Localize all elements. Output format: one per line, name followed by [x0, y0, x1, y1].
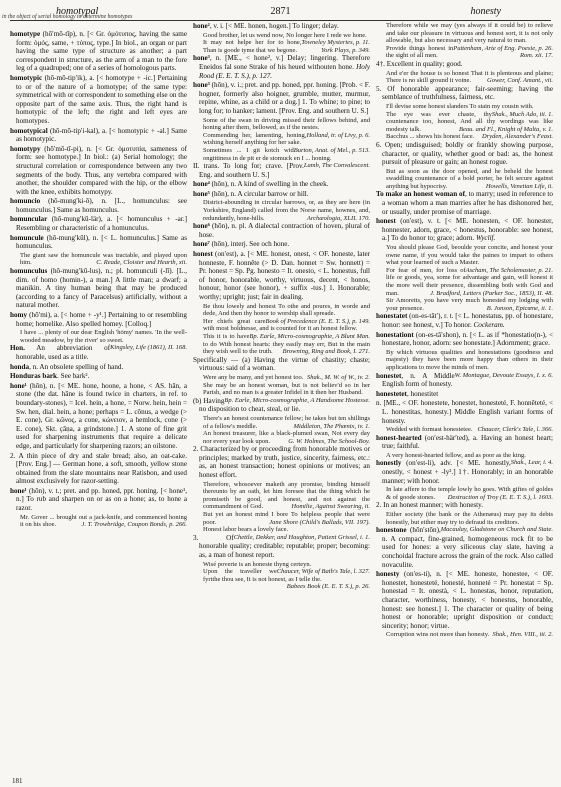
headword: homuncular: [10, 215, 48, 224]
headword: homotypy: [10, 144, 41, 153]
quotation-text: Be thou lowely and honest To othe and poures, in worde and dede, And then thy honor to worship shall spreade.: [203, 302, 370, 318]
headword: honesty: [376, 570, 400, 579]
quotation-text: Wisé poverte is an honeste thyng certeyn.: [203, 560, 312, 568]
quotation-text: Provide things honest in the sight of all men.: [386, 44, 454, 60]
definition-text: (hōn), n. A kind of swelling in the cheek.: [209, 180, 329, 189]
quotation-text: The giant saw the homuncule was tractable, and played upon him.: [20, 251, 187, 267]
quotation-source: Beau. and Fl., Knight of Malta, v. 1.: [459, 125, 553, 133]
headword: honestly: [376, 459, 402, 468]
quotation-source: Towneley Mysteries, p. 11.: [301, 39, 370, 47]
headword: homunculus: [10, 267, 48, 276]
quotation-source: J. Bradford, Letters (Parker Soc., 1853), II. 48.: [430, 289, 553, 297]
carryover-note: in the object of serial homology to determine homotypes: [2, 14, 133, 20]
quotation-source: Howells, Venetian Life, ii.: [485, 182, 553, 190]
definition-text: (on′est), a. [< ME. honest, onest, < OF. honeste, later honneste, F. honnête (> D. Dan. honnet = Sw. honnett) = Pr. honest = Sp. Pg. honesto = It. onesto, < L. honestus, full of honor, honorable, worthy, virtuous, decent, < honos, honour, honor (see honor), + suffix -tus.] 1. Honorable; worthy; upright; just; fair in dealing.: [199, 250, 370, 301]
quotation-source: Babees Book (E. E. T. S.), p. 26.: [286, 583, 370, 591]
quotation-text: By which virtuous qualities and honestations (goodness and majesty) they have been more happy than others in their applications to move the minds of men.: [386, 348, 553, 371]
quotation-source: C. Reade, Cloister and Hearth, xii.: [96, 259, 187, 267]
headword: homotypical: [10, 126, 48, 135]
headword: homotypic: [10, 73, 43, 82]
quotation-text: Some of the swan in driving missed their fellows behind, and honing after them, bellowed, as if the nestes.: [203, 116, 370, 132]
headword: homuncio: [10, 197, 41, 206]
quotation-source: Browning, Ring and Book, I. 271.: [282, 348, 370, 356]
quotation-text: I'll devise some honest slanders To stain my cousin with.: [386, 102, 534, 110]
citation: Cockeram.: [471, 320, 505, 329]
quotation-text: District-abounding in circular barrows, or, as they are here (in Yorkshire, England) called from the Norse name, hownes, and, redundantly, hone-hills.: [203, 199, 370, 222]
dictionary-entry: [193, 356, 370, 373]
quotation-source: Dryden, Alexander's Feast.: [482, 133, 553, 141]
dictionary-entry: [376, 331, 553, 348]
definition-text: 4†. Excellent in quality; good.: [376, 59, 463, 68]
quotation-text: Mr. Gover ... brought out a jack-knife, and commenced honing it on his shoe.: [20, 513, 187, 529]
definition-text: , honestitet: [406, 389, 439, 398]
dictionary-entry: [193, 81, 370, 115]
headword: honestatet: [376, 312, 408, 321]
quotation-text: For fear of men, for loss of life or goods, yea, some for advantage and gain, will honest it the more well their presence, dissembling both with God and man.: [386, 266, 553, 297]
quotation: [193, 381, 370, 404]
definition-text: II. trans. To long for; crave. [Prov. Eng. and southern U. S.]: [193, 162, 304, 179]
quotation-text: Bacchus ... shows his honest face.: [386, 133, 475, 141]
quotation-source: Chettle, Dekker, and Haughton, Patient Grissel, i. 1.: [233, 533, 370, 541]
definition-text: (hō-mung′kūl), n. [< L. homunculus.] Same as homunculus.: [16, 233, 187, 251]
quotation-text: Corruption wins not more than honesty.: [386, 631, 490, 639]
dictionary-entry: [376, 570, 553, 630]
quotation-source: Kingsley, Life (1861), II. 168.: [110, 344, 187, 352]
definition-text: (hōn), n. [< ME. hone, hoone, a hone, < AS. hān, a stone (the dat. hāne is found twice in charters, in ref. to boundary-stones), = Icel. hein, a hone, = Norw. hein, hein = Sw. hen, dial. hein, a hone; perhaps = L. cōnus, a wedge (> E. cone), Gr. κῶνος, a cone, κώνειον, a hemlock, cone (> E. cone), Skt. çāṇa, a grindstone.] 1. A stone of fine grit used for sharpening instruments that require a delicate edge, and particularly for sharpening razors; an oilstone.: [16, 381, 187, 450]
dictionary-entry: [193, 180, 370, 189]
quotation-source: Middleton, The Phœnix, iv. 1.: [293, 422, 370, 430]
headword: hone⁵: [193, 189, 210, 198]
definition-text: , n. An obsolete spelling of hand.: [29, 362, 124, 371]
headword: honestone: [376, 526, 407, 535]
quotation-text: But yet an honest mind I bore To helpless people that were poor.: [203, 511, 370, 526]
definition-text: (hō′mō-tīp), n. [< Gr. ὁμότυπος, having the same form: ὁμός, same, + τύπος, type.] In biol., an organ or part having the same type of structure as another; a part correspondent in structure, as the arm of a man to the fore leg of a quadruped; one of a series of homologous parts.: [16, 30, 187, 73]
header-right-guideword: honesty: [470, 6, 501, 17]
dictionary-entry: [10, 74, 187, 126]
headword: hone³: [193, 54, 210, 63]
quotation-text: Upon the traveller we fyrithe thou see, It is not honest, as I telle the.: [203, 568, 322, 583]
dictionary-entry: [10, 145, 187, 197]
quotation-source: Holland, tr. of Livy, p. 6.: [306, 131, 370, 139]
definition-text: (hō′mō-tī-pi), n. [< Gr. ὁμοτυπία, sameness of form: see homotype.] In biol.: (a) Serial homology; the structural correlation or correspondence between any two segments of the body. Thus, any vertebra compared with another, the shoulder compared with the hip, or the elbow with the knee, exhibits homotypy.: [16, 144, 187, 196]
quotation-text: There's an honest countenance fellow; he takes but ten shillings of a fellow's meddle.: [203, 414, 370, 430]
dictionary-entry: [376, 85, 553, 102]
definition-text: (hō-mō-tip′i-kal), a. [< homotypic + -al.] Same as homotypic.: [16, 126, 187, 144]
dictionary-entry: [10, 487, 187, 513]
quotation-source: Bp. Earle, Micro-cosmographie, A Blunt Man.: [249, 332, 370, 340]
definition-text: Specifically — (a) Having the virtue of chastity; chaste; virtuous: said of a woman.: [193, 355, 370, 373]
headword: honda: [10, 362, 30, 371]
quotation: [376, 486, 553, 501]
definition-text: (hō-mung′ki-ō), n. [L., homunculus: see homunculus.] Same as homunculus.: [16, 197, 187, 214]
dictionary-entry: [376, 399, 553, 425]
definition-text: (on′est-här′ted), a. Having an honest heart; true; faithful.: [382, 433, 553, 451]
dictionary-entry: [10, 197, 187, 214]
quotation: [376, 102, 553, 118]
definition-text: (on-es-tā′shon), n. [< L. as if *honestatio(n-), < honestare, honor, adorn: see honestate.] Adornment; grace.: [382, 330, 553, 348]
quotation-text: In late affere to the temple lowly ho goes. With giftes of goldes & of goode stones.: [386, 486, 553, 501]
definition-text: , to marry; used in reference to a woman whom a man marries after he has dishonored her, or usually, under promise of marriage.: [382, 190, 553, 216]
definition-text: , n. A Middle English form of honesty.: [382, 371, 455, 389]
dictionary-entry: [10, 363, 187, 372]
quotation-text: Good brother, let us wend now, No longer here I rede we hone.: [203, 31, 367, 39]
quotation-source: York Plays, p. 349.: [321, 46, 370, 54]
quotation-source: Homilie, Against Swearing, ii.: [291, 503, 370, 511]
definition-text: (hōn′stōn), n. A compact, fine-grained, homogeneous rock fit to be used for hones: a very siliceous clay slate, having a conchoidal fracture across the grain of the rock. Also called novaculite.: [382, 526, 553, 569]
definition-text: (b) Having no disposition to cheat, steal, or lie.: [193, 396, 301, 414]
quotation-text: Therefore while we may (yes always if it could be) to relieve and take our pleasure in virtuous and honest sort, it is not only allowable, but also necessary and very natural to man.: [386, 22, 553, 45]
definition-text: n. [ME., < OF. honestete, honestet, honesteté, F. honnêteté, < L. honestitas, honesty.] Middle English variant forms of honesty.: [376, 399, 553, 425]
definition-text: . See bark².: [57, 372, 90, 381]
quotation-source: Rom. xii. 17.: [519, 52, 553, 60]
definition-text: 6. Open; undisguised; boldly or frankly showing purpose, character, or quality, whether good or bad: as, the honest pursuit of pleasure or gain; an honest rogue.: [376, 140, 553, 167]
dictionary-entry: [376, 190, 553, 216]
quotation-text: Wedded with formast honestetee.: [386, 426, 473, 434]
headword: hone³: [193, 81, 210, 90]
headword: honestationt: [376, 330, 414, 339]
definition-text: 2. Characterized by or proceeding from honorable motives or principles; marked by truth, justice, sincerity, fairness, etc.: as, an honest transaction; honest opinions or motives; an honest effort.: [193, 445, 370, 480]
header-page-number: 2871: [270, 6, 291, 17]
dictionary-entry: [193, 240, 370, 249]
column-3: [376, 22, 553, 777]
quotation-text: I have ... plenty of our dear English 'hōmy' names. 'In the well-wooded meadow, by the river' so sweet.: [20, 329, 187, 344]
quotation: [376, 133, 553, 141]
quotation-text: The eye was ever chaste, thy countenance too, honest, And all thy wordings was like modesty talk.: [386, 110, 553, 133]
quotation-text: Commending her, lamenting, honing, wishing herself anything for her sake.: [203, 131, 307, 147]
headword: homuncule: [10, 233, 44, 242]
quotation-source: Puttenham, Arte of Eng. Poesie, p. 26.: [453, 44, 553, 52]
headword: honest: [376, 217, 396, 226]
definition-text: (hōn), n. A circular barrow or hill.: [209, 189, 309, 198]
quotation-source: J. T. Trowbridge, Coupon Bonds, p. 266.: [81, 521, 187, 529]
quotation-text: Sometimes ... I git kotch wid ongittiness in de pit er de stomuck en I ... honing.: [203, 146, 332, 162]
dictionary-entry: [193, 22, 370, 31]
definition-text: 3. Of honorable quality; creditable; reputable; proper; becoming: as, a man of honest report.: [193, 533, 370, 559]
quotation: [376, 244, 553, 274]
dictionary-entry: [376, 390, 553, 399]
definition-text: (hōn), v. i.; pret. and pp. honed, ppr. honing. [Prob. < F. hogner, formerly also hoigner, grumble, mutter, murmur, repine, whine, as a child or a dog.] 1. To whine; to pine; to long for; to hanker; lament. [Prov. Eng. and southern U. S.]: [199, 81, 370, 115]
columns: [10, 22, 553, 777]
headword: hone¹: [10, 486, 27, 495]
quotation-source: Bp. Earle, Micro-cosmographie, A Handsome Hostesse.: [224, 396, 370, 404]
dictionary-entry: [193, 54, 370, 80]
column-1: [10, 22, 187, 777]
quotation-source: Shak., Hen. VIII., iii. 2.: [492, 631, 553, 639]
quotation: [376, 631, 553, 639]
dictionary-entry: [376, 60, 553, 69]
definition-text: (hōn), v. t.; pret. and pp. honed, ppr. honing. [< hone¹, n.] To rub and sharpen on or as on a hone; as, to hone a razor.: [16, 486, 187, 513]
definition-text: (hō-mō-tip′ik), a. [< homotype + -ic.] Pertaining to or of the nature of a homotype; of the same type: symmetrical with or correspondent to something else on the opposite part of the same axis. Thus, the right hand is homotypic of the left; the right and left eyes are homotypes.: [16, 73, 187, 125]
quotation: [376, 297, 553, 312]
headword: hone⁷: [193, 240, 210, 249]
headword: hone²: [193, 22, 210, 30]
definition-text: (hō′mi), a. [< home + -y¹.] Pertaining to or resembling home; homelike. Also spelled homey. [Colloq.]: [16, 311, 187, 328]
quotation-source: Chaucer, Clerk's Tale, l. 366.: [477, 426, 553, 434]
quotation-source: Shak., Much Ado, iii. 1.: [491, 110, 553, 118]
headword: honest-hearted: [376, 433, 422, 442]
headword: To make an honest woman of: [376, 190, 465, 199]
quotation-source: Shak., Lear, i. 4.: [510, 459, 553, 467]
definition-text: (hō-mung′kū-lär), a. [< homunculus + -ar.] Resembling or characteristic of a homunculus.: [16, 215, 187, 233]
quotation-source: Chaucer, Wife of Bath's Tale, l. 327.: [276, 568, 370, 576]
headword: honest: [193, 250, 213, 259]
dictionary-entry: [10, 267, 187, 310]
dictionary-entry: [10, 30, 187, 73]
quotation: [193, 526, 370, 541]
quotation-source: Gower, Conf. Amant., vii.: [487, 77, 553, 85]
quotation: [193, 481, 370, 511]
quotation-text: A very honest-hearted fellow, and as poor as the king.: [386, 451, 526, 459]
quotation: [376, 70, 553, 85]
quotation-text: Were any be many, and yet honest too.: [203, 373, 304, 381]
quotation-source: Lamb, The Convalescent.: [303, 162, 370, 170]
headword: honestetet: [376, 389, 407, 398]
citation: Wyclif.: [474, 234, 496, 243]
quotation-text: Sir Amoretts, you have very much honested my lodging with your presence.: [386, 297, 553, 312]
quotation: [10, 514, 187, 529]
quotation-text: An honest treasurer, like a black-plumed swan, Not every day nor every year look upon.: [203, 430, 370, 445]
quotation-text: She may be an honest woman, but is not believ'd so in her Parish, and no man is a greater Infidel in it then her Husband.: [203, 381, 370, 397]
quotation-source: B. Jonson, Epicœne, ii. 1.: [486, 304, 553, 312]
dictionary-entry: [10, 234, 187, 251]
definition-text: (on′est), v. t. [< ME. honesten, < OF. honester, honnester, adorn, grace, < honestus, honorable: see honest, a.] To do honor to; grace; adorn.: [382, 217, 553, 243]
citation: Holy Rood (E. E. T. S.), p. 127.: [199, 62, 370, 80]
quotation-source: Ascham, The Scholemaster, p. 21.: [465, 266, 553, 274]
headword: hone⁶: [193, 222, 210, 231]
headword: hone¹: [10, 381, 27, 390]
dictionary-entry: [376, 312, 553, 329]
dictionary-entry: [376, 434, 553, 451]
quotation: [10, 252, 187, 267]
dictionary-entry: [10, 311, 187, 328]
headword: Honduras bark: [10, 372, 58, 381]
quotation: [193, 199, 370, 222]
dictionary-entry: [10, 372, 187, 381]
quotation-text: This it is to have to do With honest hearts: they easily may err, But in the main they wish well to the truth.: [203, 332, 370, 356]
definition-text: (hōn), n. pl. A dialectal contraction of hoven, plural of hose.: [199, 222, 370, 239]
definition-text: 2. In an honest manner; with honesty.: [376, 501, 484, 510]
headword: hone⁴: [193, 180, 210, 189]
header-left-guideword: homotypal: [56, 6, 99, 17]
definition-text: 5. Of honorable appearance; fair-seeming; having the semblance of truthfulness, fairness, etc.: [376, 84, 553, 102]
quotation: [193, 511, 370, 526]
definition-text: (on′es-ti), n. [< ME. honeste, honestee, < OF. honestet, honesteté, honesté, honneté = Pr. honestat = Sp. honestad = It. onestà, < L. honestas, honor, reputation, character, worthiness, honesty, < honestus, honorable, honest: see honest.] 1. The character or quality of being honest or honorable; upright disposition or conduct; sincerity; honor; virtue.: [382, 570, 553, 630]
footer-page-number: 181: [12, 777, 23, 785]
quotation-text: It may not helpe her for to hone, Than is goode tyme that we begone.: [203, 39, 302, 54]
quotation-source: Jane Shore (Child's Ballads, VII. 197).: [269, 518, 370, 526]
quotation-text: You should please God, beoulde your concite, and honest your owne name, if you would take the paines to impart to others what your learned of such a Master.: [386, 244, 553, 267]
dictionary-entry: [376, 141, 553, 167]
quotation-text: Her chiefs great care with most boldnesse, and is counted for it an honest fellow.: [203, 317, 358, 333]
headword: homotype: [10, 30, 41, 38]
quotation-text: Either society (the bank or the Athenæus) may pay its debts honestly, but either may try to defraud its creditors.: [386, 511, 553, 526]
quotation-source: W. Montague, Devoute Essays, I. x. 6.: [454, 371, 553, 379]
definition-text: , n. [ME., < hone², v.] Delay; lingering. Therefore Eneidos fal sone Strake of his heued withouten hone.: [199, 54, 370, 71]
quotation-source: Shak., M. W. of W., iv. 2.: [307, 373, 370, 381]
column-2: [193, 22, 370, 777]
quotation: [376, 426, 553, 434]
dictionary-entry: [376, 217, 553, 243]
definition-text: (on-es-tāt′), r. t. [< L. honestatus, pp. of honestare, honor: see honest, v.] To honor.: [382, 312, 553, 329]
dictionary-entry: [10, 382, 187, 451]
definition-text: (on′est-li), adv. [< ME. honestly, onestly, < honest + -ly².] 1†. Honorably; in an honorable manner; with honor.: [382, 459, 553, 485]
dictionary-entry: [193, 190, 370, 199]
quotation-source: Book of Precedence (E. E. T. S.), p. 149.: [265, 317, 370, 325]
dictionary-entry: [193, 222, 370, 239]
definition-text: An abbreviation of honorable, used as a title.: [16, 344, 111, 361]
quotation-source: Macaulay, Gladstone on Church and State.: [440, 526, 553, 534]
quotation-source: Destruction of Troy (E. E. T. S.), l. 1603.: [447, 493, 553, 501]
quotation-text: And e'er the house is so honest That it is plenteous and plaine; There is no skill ground it voine.: [386, 69, 553, 85]
quotation-source: Archæologia, XLII. 170.: [306, 214, 370, 222]
headword: homy: [10, 311, 28, 319]
quotation-source: G. W. Holmes, The School-Boy.: [288, 437, 370, 445]
quotation-source: Burton, Anat. of Mel., p. 513.: [293, 146, 370, 154]
headword: honestet: [376, 371, 402, 380]
headword: Hon.: [10, 344, 25, 353]
quotation-text: But as soon as the door opened, and he beheld the honest swaddling countenance of a bold porter, he felt secure against anything but hypocrisy.: [386, 167, 553, 190]
quotation-text: Honest labor bears a lovely face.: [203, 526, 289, 534]
quotation: [193, 430, 370, 445]
dictionary-entry: [10, 127, 187, 144]
quotation-text: Therefore, whosoever maketh any promise, binding himself thereunto by an oath, let him foresee that the thing which he promiseth be good, and honest, and not against the commandment of God.: [203, 480, 370, 511]
definition-text: (hōn), interj. See och hone.: [209, 240, 290, 249]
definition-text: , v. i. [< ME. honen, hogen.] To linger; delay.: [209, 22, 339, 30]
quotation: [193, 415, 370, 430]
dictionary-entry: [10, 215, 187, 232]
dictionary-entry: [376, 501, 553, 510]
definition-text: (hō-mung′kū-lus), n.; pl. homunculi (-lī). [L., dim. of homo (homin-), a man.] A little man; a dwarf; a manikin. A tiny human being that may be produced (according to a fancy of Paracelsus) artificially, without a natural mother.: [16, 267, 187, 310]
quotation: [376, 168, 553, 191]
dictionary-entry: [193, 250, 370, 302]
dictionary-entry: [193, 445, 370, 479]
definition-text: 2. A thin piece of dry and stale bread; also, an oat-cake. [Prov. Eng.] — German hone, a soft, smooth, yellow stone obtained from the slate mountains near Ratisbon, and used almost exclusively for razor-setting.: [10, 451, 187, 486]
quotation: [193, 374, 370, 382]
dictionary-entry: [10, 452, 187, 486]
